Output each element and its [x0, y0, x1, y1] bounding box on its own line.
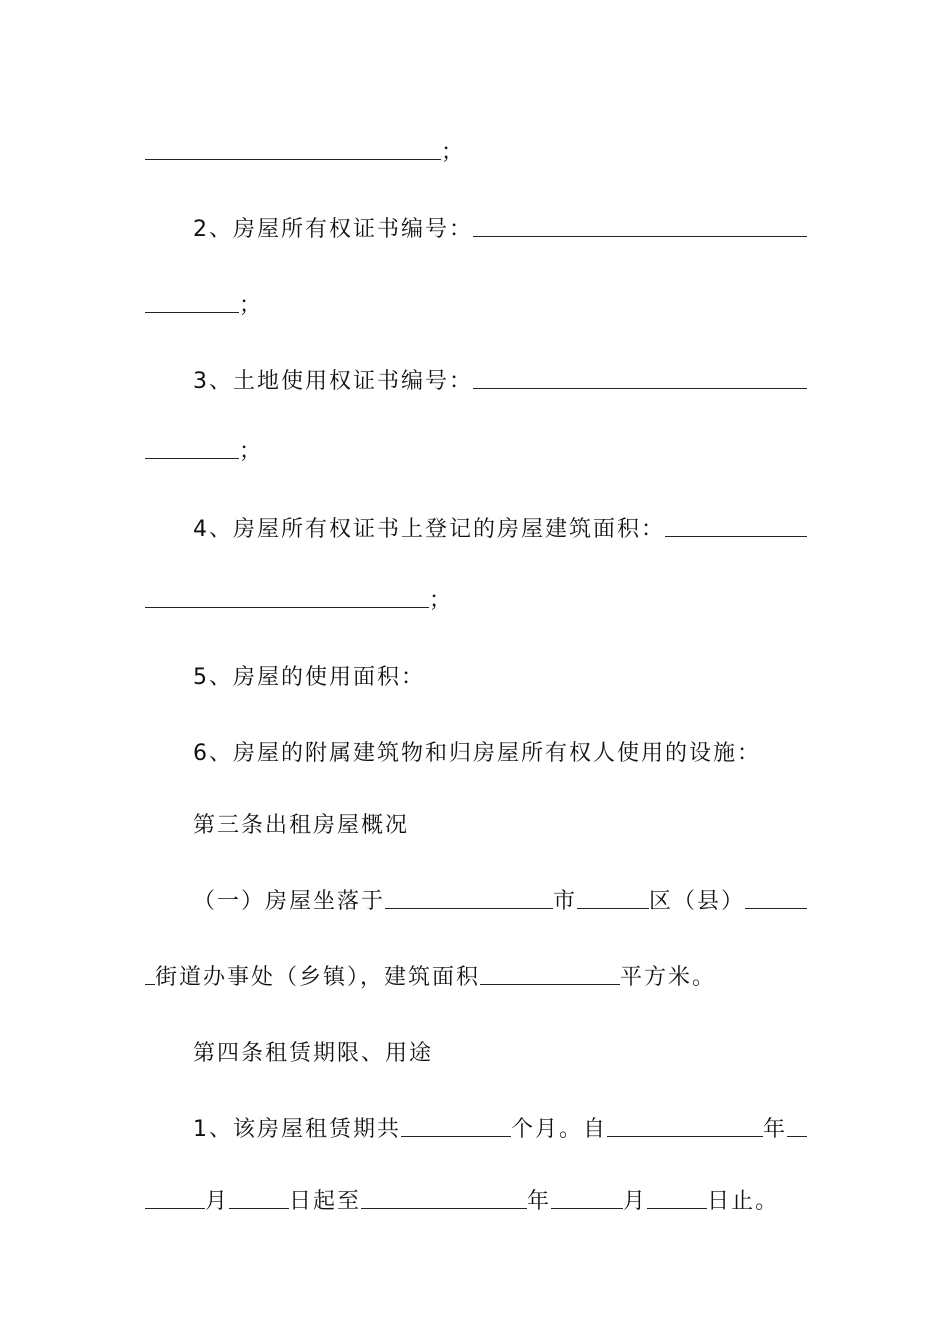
section-heading-article-3 [145, 799, 807, 839]
start-day-blank[interactable] [229, 1207, 289, 1209]
months-blank[interactable] [401, 1135, 511, 1137]
registered-area-label: 4、房屋所有权证书上登记的房屋建筑面积： [193, 517, 665, 542]
semicolon: ； [429, 588, 454, 613]
location-label: （一）房屋坐落于 [193, 889, 386, 914]
start-year-blank[interactable] [607, 1135, 763, 1137]
start-month-blank[interactable] [787, 1135, 807, 1137]
line-land-certificate-continued [145, 425, 807, 465]
line-blank-owner-end [145, 126, 807, 166]
ownership-certificate-blank[interactable] [473, 235, 807, 237]
semicolon: ； [441, 140, 466, 165]
blank-field[interactable] [145, 457, 239, 459]
blank-field[interactable] [145, 606, 429, 608]
street-blank-continued[interactable] [145, 983, 155, 985]
article-3-heading: 第三条出租房屋概况 [193, 813, 410, 838]
ownership-certificate-label: 2、房屋所有权证书编号： [193, 217, 473, 242]
line-lease-dates [145, 1175, 807, 1215]
end-day-label: 日止。 [707, 1189, 780, 1214]
end-month-blank[interactable] [551, 1207, 623, 1209]
end-year-label: 年 [527, 1189, 552, 1214]
line-registered-building-area [145, 503, 807, 543]
line-property-location [145, 875, 807, 915]
line-land-certificate-number [145, 355, 807, 395]
blank-field[interactable] [145, 311, 239, 313]
district-label: 区（县） [649, 889, 746, 914]
street-office-label: 街道办事处（乡镇），建筑面积 [155, 965, 481, 990]
city-blank[interactable] [385, 907, 553, 909]
line-ownership-certificate-continued [145, 279, 807, 319]
blank-field[interactable] [145, 158, 441, 160]
line-lease-term [145, 1103, 807, 1143]
land-certificate-label: 3、土地使用权证书编号： [193, 369, 473, 394]
line-usable-area [145, 651, 807, 691]
lease-term-label: 1、该房屋租赁期共 [193, 1117, 401, 1142]
ancillary-facilities-label: 6、房屋的附属建筑物和归房屋所有权人使用的设施： [193, 741, 761, 766]
start-month-blank-continued[interactable] [145, 1207, 205, 1209]
land-certificate-blank[interactable] [473, 387, 807, 389]
end-month-label: 月 [623, 1189, 648, 1214]
end-day-blank[interactable] [647, 1207, 707, 1209]
year-label: 年 [763, 1117, 788, 1142]
line-street-office-building-area [145, 951, 807, 991]
square-meters-label: 平方米。 [620, 965, 717, 990]
line-registered-area-continued [145, 574, 807, 614]
line-ancillary-facilities [145, 727, 807, 767]
day-to-label: 日起至 [289, 1189, 362, 1214]
street-blank[interactable] [745, 907, 807, 909]
city-label: 市 [553, 889, 578, 914]
section-heading-article-4 [145, 1027, 807, 1067]
usable-area-label: 5、房屋的使用面积： [193, 665, 425, 690]
end-year-blank[interactable] [361, 1207, 527, 1209]
building-area-blank[interactable] [480, 983, 620, 985]
line-ownership-certificate-number [145, 203, 807, 243]
district-blank[interactable] [577, 907, 649, 909]
article-4-heading: 第四条租赁期限、用途 [193, 1041, 434, 1066]
semicolon: ； [239, 439, 264, 464]
semicolon: ； [239, 293, 264, 318]
month-label: 月 [205, 1189, 230, 1214]
months-from-label: 个月。自 [511, 1117, 608, 1142]
registered-area-blank[interactable] [665, 535, 807, 537]
